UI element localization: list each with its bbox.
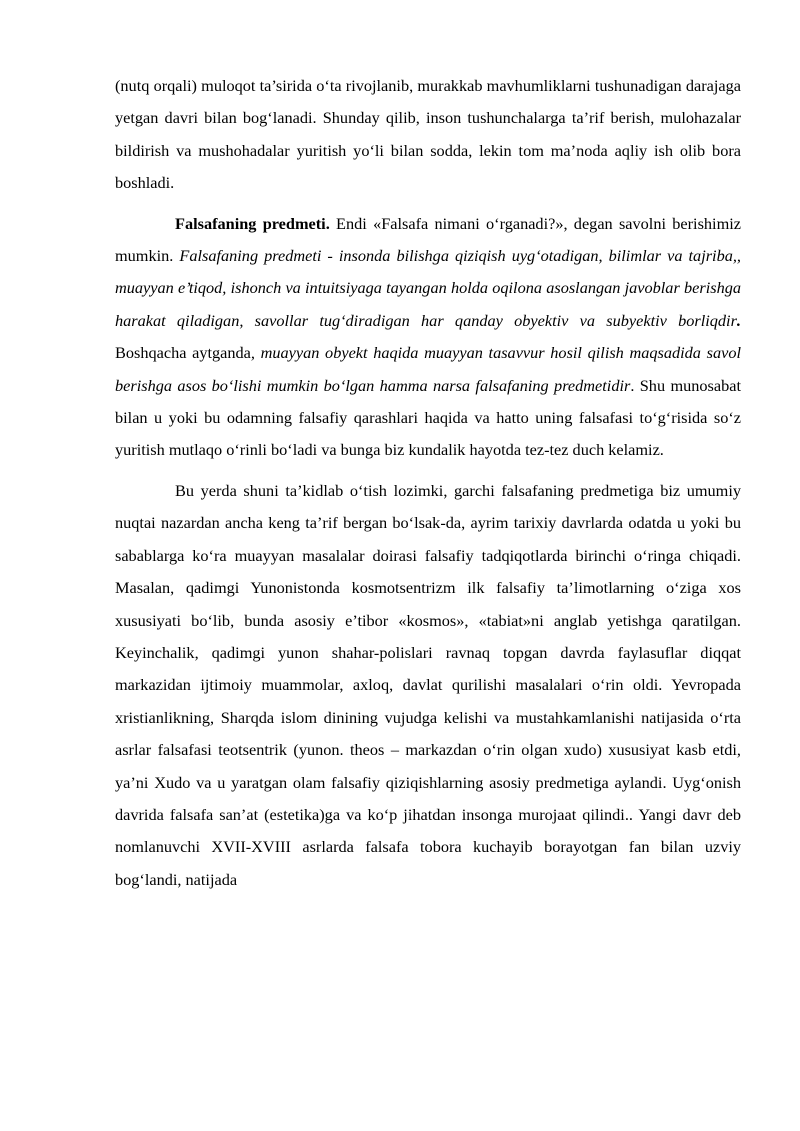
- paragraph-text: Boshqacha aytganda: [115, 343, 251, 363]
- paragraph-subject-of-philosophy: [115, 208, 741, 467]
- italic-text: , muayyan obyekt haqida muayyan tasavvur hosil qilish maqsadida savol berishga asos bo‘lishi mumkin bo‘lgan hamma narsa falsafaning predmetidir: [115, 343, 741, 395]
- paragraph-text: . Shu munosabat bilan u yoki bu odamning falsafiy qarashlari haqida va hatto uning falsafasi to‘g‘risida so‘z yuritish mutlaqo o‘rinli bo‘ladi va bunga biz kundalik hayotda tez-tez duch kelamiz.: [115, 375, 741, 460]
- definition-end: .: [736, 310, 741, 330]
- definition-text: Falsafaning predmeti - insonda bilishga qiziqish uyg‘otadigan, bilimlar va tajriba,, muayyan e’tiqod, ishonch va intuitsiyaga tayangan holda oqilona asoslangan javoblar berishga harakat qiladigan, savollar tug‘diradigan har qanday obyektiv va subyektiv borliqdir: [115, 246, 741, 330]
- paragraph-intro: (nutq orqali) muloqot ta’sirida o‘ta rivojlanib, murakkab mavhumliklarni tushunadigan darajaga yetgan davri bilan bog‘lanadi. Shunday qilib, inson tushunchalarga ta’rif berish, mulohazalar bildirish va mushohadalar yuritish yo‘li bilan sodda, lekin tom ma’noda aqliy ish olib bora boshladi.: [115, 76, 741, 193]
- section-heading: Falsafaning predmeti.: [175, 213, 330, 233]
- paragraph-history: Bu yerda shuni ta’kidlab o‘tish lozimki, garchi falsafaning predmetiga biz umumiy nuqtai nazardan ancha keng ta’rif bergan bo‘lsak-da, ayrim tarixiy davrlarda odatda u yoki bu sabablarga ko‘ra muayyan masalalar doirasi falsafiy tadqiqotlarda birinchi o‘ringa chiqadi. Masalan, qadimgi Yunonistonda kosmotsentrizm ilk falsafiy ta’limotlarning o‘ziga xos xususiyati bo‘lib, bunda asosiy e’tibor «kosmos», «tabiat»ni anglab yetishga qaratilgan. Keyinchalik, qadimgi yunon shahar-polislari ravnaq topgan davrda faylasuflar diqqat markazidan ijtimoiy muammolar, axloq, davlat qurilishi masalalari o‘rin oldi. Yevropada xristianlikning, Sharqda islom dinining vujudga kelishi va mustahkamlanishi natijasida o‘rta asrlar falsafasi teotsentrik (yunon. theos – markazdan o‘rin olgan xudo) xususiyat kasb etdi, ya’ni Xudo va u yaratgan olam falsafiy qiziqishlarning asosiy predmetiga aylandi. Uyg‘onish davrida falsafa san’at (estetika)ga va ko‘p jihatdan insonga murojaat qilindi.. Yangi davr deb nomlanuvchi XVII-XVIII asrlarda falsafa tobora kuchayib borayotgan fan bilan uzviy bog‘landi, natijada: [115, 480, 741, 889]
- document-page: [115, 70, 741, 896]
- paragraph-text: Endi «Falsafa nimani o‘rganadi?», degan savolni berishimiz mumkin.: [115, 213, 741, 266]
